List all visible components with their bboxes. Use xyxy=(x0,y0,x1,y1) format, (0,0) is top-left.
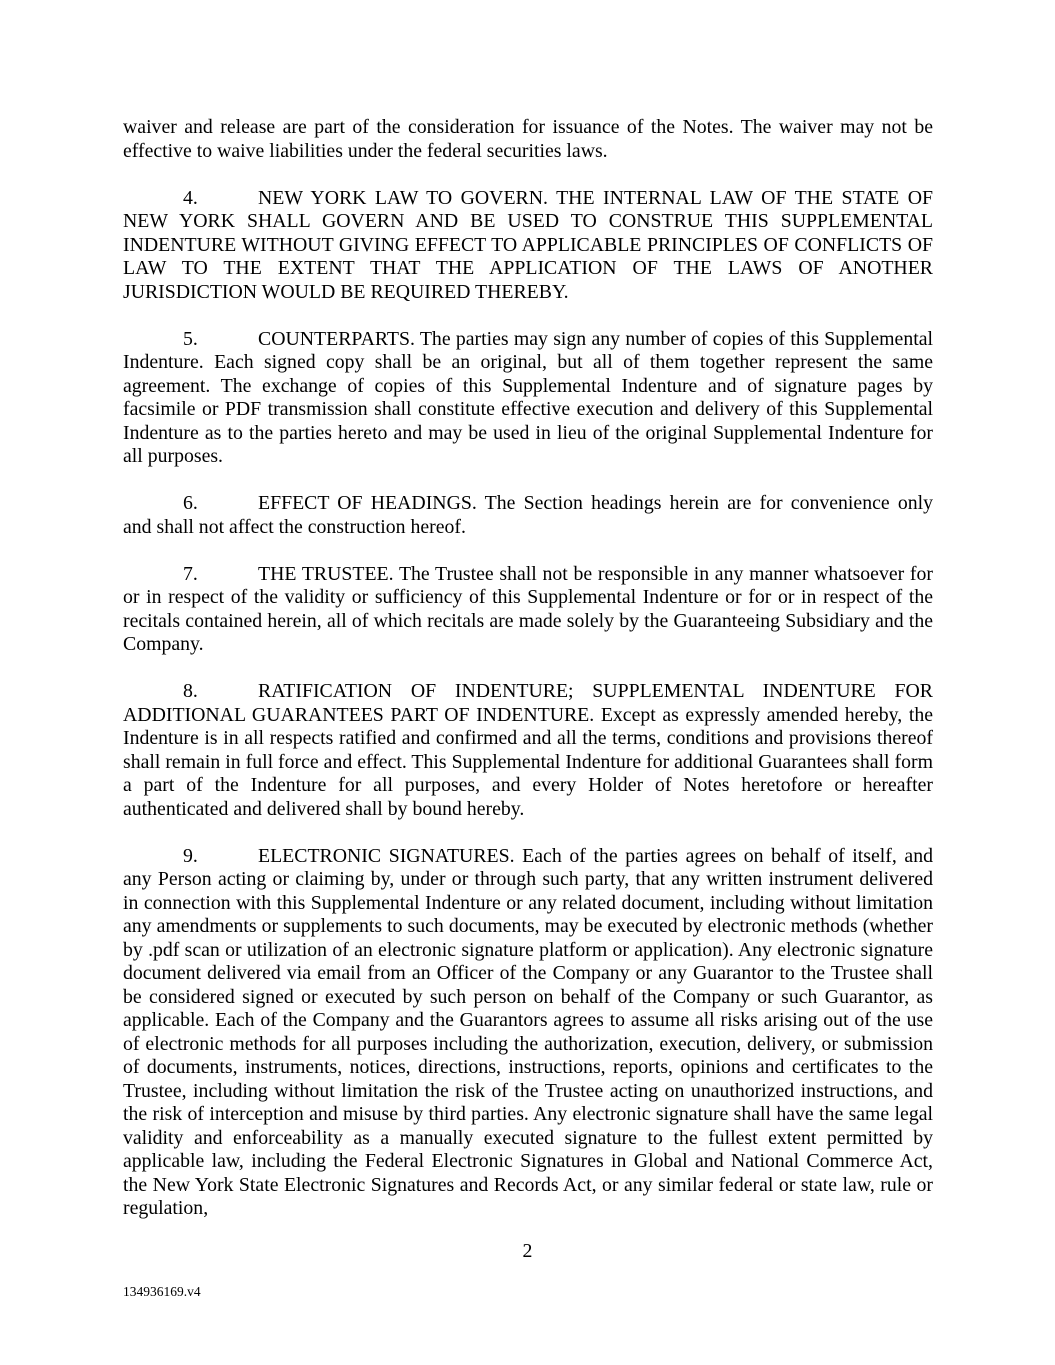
section-paragraph-4 xyxy=(123,187,933,305)
document-body xyxy=(123,116,933,1244)
continuation-paragraph xyxy=(123,116,933,163)
document-id-footer: 134936169.v4 xyxy=(123,1284,201,1299)
section-paragraph-6 xyxy=(123,492,933,539)
section-number: 4. xyxy=(183,186,198,209)
section-paragraph-5 xyxy=(123,328,933,469)
section-number: 5. xyxy=(183,327,198,350)
section-number: 8. xyxy=(183,680,198,702)
section-paragraph-8 xyxy=(123,680,933,821)
section-text: COUNTERPARTS. The parties may sign any number of copies of this Supplemental Indenture. Each signed copy shall be an original, but all of them together represent the same agreement. The exchange of copies of this Supplemental Indenture and of signature pages by facsimile or PDF transmission shall constitute effective execution and delivery of this Supplemental Indenture as to the parties hereto and may be used in lieu of the original Supplemental Indenture for all purposes. xyxy=(123,327,933,467)
section-text: NEW YORK LAW TO GOVERN. THE INTERNAL LAW OF THE STATE OF NEW YORK SHALL GOVERN AND BE USED TO CONSTRUE THIS SUPPLEMENTAL INDENTURE WITHOUT GIVING EFFECT TO APPLICABLE PRINCIPLES OF CONFLICTS OF LAW TO THE EXTENT THAT THE APPLICATION OF THE LAWS OF ANOTHER JURISDICTION WOULD BE REQUIRED THEREBY. xyxy=(123,186,933,303)
section-number: 7. xyxy=(183,562,198,585)
continuation-paragraph-text: waiver and release are part of the consideration for issuance of the Notes. The waiver may not be effective to waive liabilities under the federal securities laws. xyxy=(123,116,933,162)
section-paragraph-7 xyxy=(123,563,933,657)
section-number: 9. xyxy=(183,844,198,867)
page-number: 2 xyxy=(522,1240,533,1262)
section-text: RATIFICATION OF INDENTURE; SUPPLEMENTAL INDENTURE FOR ADDITIONAL GUARANTEES PART OF INDENTURE. Except as expressly amended hereby, the Indenture is in all respects ratified and confirmed and all the terms, conditions and provisions thereof shall remain in full force and effect. This Supplemental Indenture for additional Guarantees shall form a part of the Indenture for all purposes, and every Holder of Notes heretofore or hereafter authenticated and delivered shall by bound hereby. xyxy=(123,680,933,820)
section-text: ELECTRONIC SIGNATURES. Each of the parties agrees on behalf of itself, and any Person acting or claiming by, under or through such party, that any written instrument delivered in connection with this Supplemental Indenture or any related document, including without limitation any amendments or supplements to such documents, may be executed by electronic methods (whether by .pdf scan or utilization of an electronic signature platform or application). Any electronic signature document delivered via email from an Officer of the Company or any Guarantor to the Trustee shall be considered signed or executed by such person on behalf of the Company or such Guarantor, as applicable. Each of the Company and the Guarantors agrees to assume all risks arising out of the use of electronic methods for all purposes including the authorization, execution, delivery, or submission of documents, instruments, notices, directions, instructions, reports, opinions and certificates to the Trustee, including without limitation the risk of the Trustee acting on unauthorized instructions, and the risk of interception and misuse by third parties. Any electronic signature shall have the same legal validity and enforceability as a manually executed signature to the fullest extent permitted by applicable law, including the Federal Electronic Signatures in Global and National Commerce Act, the New York State Electronic Signatures and Records Act, or any similar federal or state law, rule or regulation, xyxy=(123,844,933,1219)
section-text: EFFECT OF HEADINGS. The Section headings herein are for convenience only and shall not affect the construction hereof. xyxy=(123,492,933,538)
section-number: 6. xyxy=(183,492,198,514)
section-text: THE TRUSTEE. The Trustee shall not be responsible in any manner whatsoever for or in respect of the validity or sufficiency of this Supplemental Indenture or for or in respect of the recitals contained herein, all of which recitals are made solely by the Guaranteeing Subsidiary and the Company. xyxy=(123,562,933,655)
section-paragraph-9 xyxy=(123,845,933,1221)
